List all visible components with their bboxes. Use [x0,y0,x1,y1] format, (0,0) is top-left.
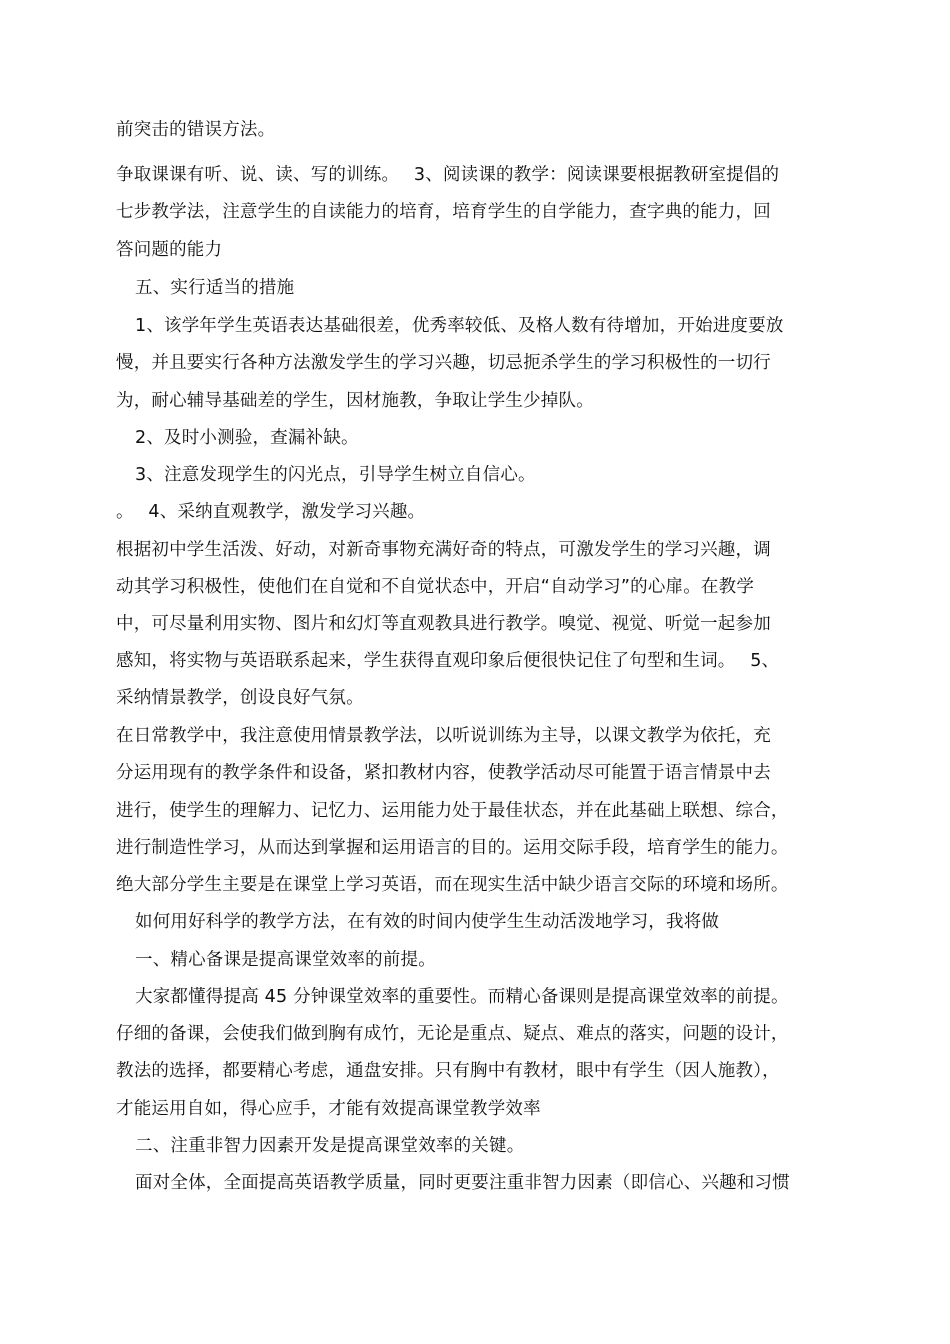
text-line: 绝大部分学生主要是在课堂上学习英语，而在现实生活中缺少语言交际的环境和场所。 [116,875,789,895]
text-line: 教法的选择，都要精心考虑，通盘安排。只有胸中有教材，眼中有学生（因人施教）， [116,1061,780,1081]
section-heading: 一、精心备课是提高课堂效率的前提。 [135,950,436,970]
text-line: 面对全体，全面提高英语教学质量，同时更要注重非智力因素（即信心、兴趣和习惯 [135,1173,790,1193]
text-line: 感知，将实物与英语联系起来，学生获得直观印象后便很快记住了句型和生词。 5、 [116,651,780,671]
text-line: 动其学习积极性，使他们在自觉和不自觉状态中，开启“自动学习”的心扉。在教学 [116,577,755,597]
text-line: 采纳情景教学，创设良好气氛。 [116,688,364,708]
text-line: 3、注意发现学生的闪光点，引导学生树立自信心。 [135,465,536,485]
text-line: 大家都懂得提高 45 分钟课堂效率的重要性。而精心备课则是提高课堂效率的前提。 [135,987,789,1007]
text-line: 七步教学法，注意学生的自读能力的培育，培育学生的自学能力，查字典的能力，回 [116,202,771,222]
text-line: 争取课课有听、说、读、写的训练。 3、阅读课的教学：阅读课要根据教研室提倡的 [116,165,780,185]
text-line: 才能运用自如，得心应手，才能有效提高课堂教学效率 [116,1099,541,1119]
text-line: 如何用好科学的教学方法，在有效的时间内使学生生动活泼地学习，我将做 [135,912,720,932]
text-line: 为，耐心辅导基础差的学生，因材施教，争取让学生少掉队。 [116,391,594,411]
section-heading: 二、注重非智力因素开发是提高课堂效率的关键。 [135,1136,525,1156]
text-line: 1、该学年学生英语表达基础很差，优秀率较低、及格人数有待增加，开始进度要放 [135,316,784,336]
text-line: 根据初中学生活泼、好动，对新奇事物充满好奇的特点，可激发学生的学习兴趣，调 [116,540,771,560]
text-line: 分运用现有的教学条件和设备，紧扣教材内容，使教学活动尽可能置于语言情景中去 [116,763,771,783]
text-line: 。 4、采纳直观教学，激发学习兴趣。 [116,502,426,522]
text-line: 在日常教学中，我注意使用情景教学法，以听说训练为主导，以课文教学为依托，充 [116,726,771,746]
text-line: 答问题的能力 [116,240,223,260]
text-line: 前突击的错误方法。 [116,120,276,140]
text-line: 慢，并且要实行各种方法激发学生的学习兴趣，切忌扼杀学生的学习积极性的一切行 [116,353,771,373]
text-line: 2、及时小测验，查漏补缺。 [135,428,359,448]
text-line: 进行，使学生的理解力、记忆力、运用能力处于最佳状态，并在此基础上联想、综合， [116,801,789,821]
section-heading: 五、实行适当的措施 [135,278,295,298]
text-line: 仔细的备课，会使我们做到胸有成竹，无论是重点、疑点、难点的落实，问题的设计， [116,1024,789,1044]
text-line: 进行制造性学习，从而达到掌握和运用语言的目的。运用交际手段，培育学生的能力。 [116,838,789,858]
text-line: 中，可尽量利用实物、图片和幻灯等直观教具进行教学。嗅觉、视觉、听觉一起参加 [116,614,771,634]
